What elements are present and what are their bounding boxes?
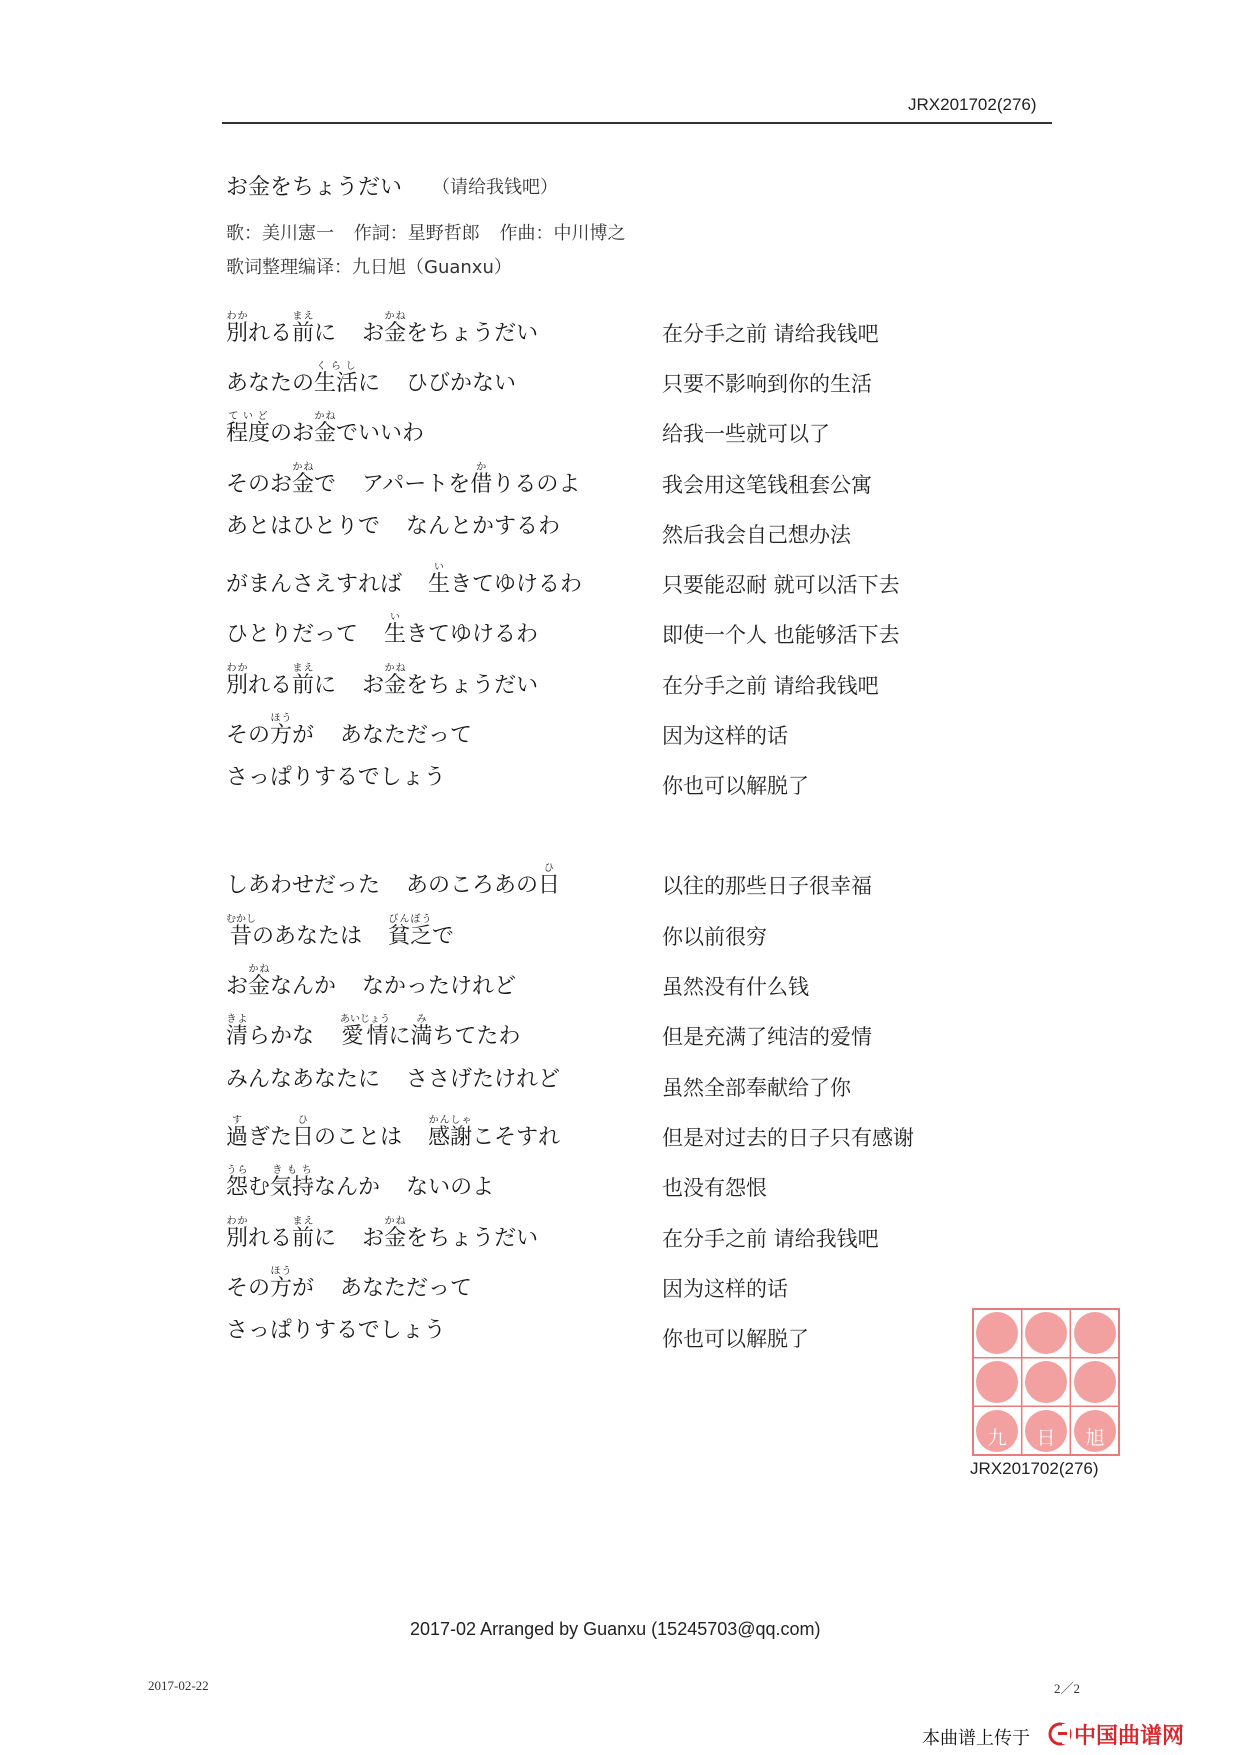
furigana: かんしゃ: [428, 1115, 473, 1126]
lyric-text: れる: [248, 673, 293, 698]
lyric-text: あのころあの: [406, 873, 539, 898]
lyric-text: きてゆけるわ: [450, 572, 583, 597]
lyric-text: れる: [248, 1226, 293, 1251]
lyric-text: らかな: [248, 1024, 315, 1049]
furigana: か: [470, 462, 493, 473]
kanji-with-furigana: [226, 311, 249, 346]
furigana: むかし: [226, 914, 256, 925]
kanji-with-furigana: [226, 914, 256, 949]
lyricist-credit: 作詞：星野哲郎: [353, 223, 480, 244]
site-logo-icon: [1048, 1720, 1210, 1748]
kanji-with-furigana: [292, 311, 315, 346]
lyric-text: あとはひとりで: [226, 514, 381, 539]
lyric-line-translation: 然后我会自己想办法: [662, 523, 851, 547]
lyric-text: のことは: [314, 1125, 403, 1150]
lyric-text: さっぱりするでしょう: [226, 765, 446, 790]
seal-stamp: [972, 1308, 1120, 1456]
furigana: わか: [226, 1216, 249, 1227]
lyric-text: その: [226, 723, 271, 748]
lyric-line-japanese: [226, 763, 446, 793]
kanji-base: 気持: [270, 1175, 315, 1200]
lyric-text: で: [314, 472, 337, 497]
lyric-text: ないのよ: [406, 1175, 495, 1200]
kanji-base: 方: [270, 723, 293, 748]
kanji-base: 別: [226, 321, 249, 346]
lyric-line-japanese: [226, 311, 538, 349]
kanji-base: 昔: [226, 924, 256, 949]
furigana: ほう: [270, 1266, 293, 1277]
furigana: ひ: [292, 1115, 315, 1126]
lyric-text: なんか: [314, 1175, 381, 1200]
lyric-text: なんか: [270, 974, 337, 999]
furigana: きよ: [226, 1014, 249, 1025]
kanji-base: 金: [384, 321, 407, 346]
lyric-text: お: [362, 321, 385, 346]
kanji-base: 方: [270, 1276, 293, 1301]
lyric-text: に: [314, 321, 337, 346]
lyric-line-japanese: [226, 612, 538, 650]
lyric-line-japanese: [226, 1065, 560, 1095]
kanji-with-furigana: [226, 1216, 249, 1251]
lyric-text: きてゆけるわ: [406, 622, 539, 647]
kanji-base: 前: [292, 673, 315, 698]
furigana: かね: [292, 462, 315, 473]
kanji-with-furigana: [270, 713, 293, 748]
lyric-text: ちてたわ: [432, 1024, 521, 1049]
lyric-line-translation: 因为这样的话: [662, 724, 788, 748]
kanji-with-furigana: [538, 863, 561, 898]
lyric-line-japanese: [226, 1216, 538, 1254]
kanji-with-furigana: [388, 914, 433, 949]
kanji-with-furigana: [314, 361, 359, 396]
lyric-text: ささげたけれど: [406, 1067, 561, 1092]
furigana: きもち: [270, 1165, 315, 1176]
lyric-line-japanese: [226, 462, 580, 500]
lyric-line-translation: 以往的那些日子很幸福: [662, 874, 872, 898]
lyric-line-translation: 只要不影响到你的生活: [662, 372, 872, 396]
lyric-text: に: [388, 1024, 411, 1049]
kanji-with-furigana: [384, 311, 407, 346]
lyric-line-japanese: [226, 361, 516, 399]
furigana: ひ: [538, 863, 561, 874]
lyric-line-translation: 只要能忍耐 就可以活下去: [662, 573, 900, 597]
kanji-with-furigana: [470, 462, 493, 497]
kanji-with-furigana: [384, 663, 407, 698]
kanji-with-furigana: [292, 1115, 315, 1150]
singer-credit: 歌：美川憲一: [226, 223, 334, 244]
lyric-text: れる: [248, 321, 293, 346]
lyric-line-translation: 给我一些就可以了: [662, 422, 830, 446]
kanji-base: 満: [410, 1024, 433, 1049]
lyric-text: をちょうだい: [406, 673, 539, 698]
lyric-text: がまんさえすれば: [226, 572, 403, 597]
furigana: ていど: [226, 411, 270, 422]
furigana: びんぼう: [388, 914, 433, 925]
furigana: ほう: [270, 713, 293, 724]
lyric-line-translation: 我会用这笔钱租套公寓: [662, 473, 872, 497]
seal-char-1: 九: [987, 1427, 1007, 1449]
furigana: かね: [248, 964, 271, 975]
seal-code: JRX201702(276): [970, 1459, 1099, 1478]
lyric-text: お: [362, 673, 385, 698]
kanji-with-furigana: [314, 411, 337, 446]
lyric-text: なかったけれど: [362, 974, 517, 999]
lyric-text: をちょうだい: [406, 1226, 539, 1251]
furigana: かね: [384, 1216, 407, 1227]
document-code: JRX201702(276): [908, 95, 1037, 114]
kanji-with-furigana: [292, 663, 315, 698]
kanji-with-furigana: [292, 1216, 315, 1251]
kanji-base: 別: [226, 1226, 249, 1251]
lyric-line-japanese: [226, 1316, 446, 1346]
kanji-with-furigana: [428, 562, 451, 597]
kanji-with-furigana: [226, 1014, 249, 1049]
kanji-base: 前: [292, 1226, 315, 1251]
lyric-line-translation: 你也可以解脱了: [662, 1327, 809, 1351]
song-title-translation: （请给我钱吧）: [432, 177, 558, 198]
page-number: 2／2: [1054, 1681, 1081, 1696]
kanji-with-furigana: [428, 1115, 473, 1150]
kanji-base: 程度: [226, 421, 271, 446]
kanji-with-furigana: [248, 964, 271, 999]
credits-line: [226, 219, 639, 245]
lyric-text: あなたの: [226, 371, 315, 396]
lyric-text: さっぱりするでしょう: [226, 1318, 446, 1343]
kanji-with-furigana: [384, 1216, 407, 1251]
kanji-base: 清: [226, 1024, 249, 1049]
furigana: あいじょう: [340, 1014, 391, 1025]
furigana: わか: [226, 311, 249, 322]
furigana: まえ: [292, 663, 315, 674]
furigana: み: [410, 1014, 433, 1025]
lyric-line-translation: 虽然全部奉献给了你: [662, 1076, 851, 1100]
lyric-text: みんなあなたに: [226, 1067, 381, 1092]
site-logo[interactable]: [1048, 1720, 1210, 1748]
kanji-base: 生: [384, 622, 407, 647]
lyric-text: お: [362, 1226, 385, 1251]
kanji-base: 感謝: [428, 1125, 473, 1150]
furigana: い: [428, 562, 451, 573]
kanji-base: 金: [292, 472, 315, 497]
kanji-with-furigana: [410, 1014, 433, 1049]
furigana: かね: [384, 311, 407, 322]
lyric-line-japanese: [226, 1115, 560, 1153]
kanji-with-furigana: [270, 1266, 293, 1301]
lyric-line-japanese: [226, 663, 538, 701]
kanji-with-furigana: [226, 1165, 249, 1200]
lyric-text: に: [314, 673, 337, 698]
lyric-line-japanese: [226, 964, 516, 1002]
lyric-text: しあわせだった: [226, 873, 381, 898]
kanji-base: 日: [292, 1125, 315, 1150]
seal-char-3: 旭: [1085, 1427, 1105, 1449]
composer-credit: 作曲：中川博之: [499, 223, 626, 244]
kanji-base: 前: [292, 321, 315, 346]
furigana: くらし: [314, 361, 359, 372]
kanji-with-furigana: [226, 1115, 249, 1150]
kanji-with-furigana: [384, 612, 407, 647]
lyric-line-japanese: [226, 411, 424, 449]
lyric-line-translation: 在分手之前 请给我钱吧: [662, 322, 879, 346]
kanji-base: 怨: [226, 1175, 249, 1200]
lyric-line-translation: 因为这样的话: [662, 1277, 788, 1301]
lyric-text: に: [314, 1226, 337, 1251]
furigana: まえ: [292, 311, 315, 322]
lyric-line-japanese: [226, 1266, 472, 1304]
kanji-base: 金: [314, 421, 337, 446]
lyric-line-japanese: [226, 512, 560, 542]
lyric-text: をちょうだい: [406, 321, 539, 346]
kanji-base: 貧乏: [388, 924, 433, 949]
kanji-base: 過: [226, 1125, 249, 1150]
lyric-line-translation: 但是充满了纯洁的爱情: [662, 1025, 872, 1049]
lyric-text: ひとりだって: [226, 622, 359, 647]
arranged-by-footer: 2017-02 Arranged by Guanxu (15245703@qq.com): [410, 1619, 821, 1639]
lyric-text: こそすれ: [472, 1125, 561, 1150]
lyric-line-japanese: [226, 914, 454, 952]
furigana: す: [226, 1115, 248, 1126]
lyric-text: なんとかするわ: [406, 514, 561, 539]
lyric-text: あなただって: [340, 723, 473, 748]
kanji-base: 借: [470, 472, 493, 497]
lyric-text: でいいわ: [336, 421, 425, 446]
lyric-text: あなただって: [340, 1276, 473, 1301]
kanji-with-furigana: [340, 1014, 391, 1049]
lyric-line-translation: 你以前很穷: [662, 925, 767, 949]
lyric-line-japanese: [226, 863, 560, 901]
site-name: 中国曲谱网: [1074, 1724, 1185, 1748]
lyric-text: その: [226, 1276, 271, 1301]
kanji-with-furigana: [292, 462, 315, 497]
song-title: お金をちょうだい: [226, 175, 403, 200]
lyric-line-japanese: [226, 1014, 520, 1052]
lyric-line-japanese: [226, 562, 582, 600]
furigana: わか: [226, 663, 249, 674]
kanji-base: 金: [248, 974, 271, 999]
furigana: まえ: [292, 1216, 315, 1227]
lyric-line-translation: 你也可以解脱了: [662, 774, 809, 798]
lyric-text: お: [226, 974, 249, 999]
furigana: うら: [226, 1165, 249, 1176]
arranger-credit: 歌词整理编译：九日旭（Guanxu）: [226, 257, 512, 278]
furigana: かね: [314, 411, 337, 422]
kanji-with-furigana: [226, 663, 249, 698]
upload-note: 本曲谱上传于: [922, 1728, 1030, 1749]
lyric-text: が: [292, 723, 315, 748]
seal-char-2: 日: [1036, 1427, 1056, 1449]
lyric-text: のあなたは: [252, 924, 363, 949]
lyric-text: のお: [270, 421, 315, 446]
lyric-line-japanese: [226, 1165, 494, 1203]
kanji-base: 別: [226, 673, 249, 698]
lyric-line-translation: 也没有怨恨: [662, 1176, 767, 1200]
kanji-base: 生活: [314, 371, 359, 396]
lyric-text: りるのよ: [492, 472, 581, 497]
lyric-text: ひびかない: [406, 371, 517, 396]
seal-icon: [972, 1308, 1120, 1456]
furigana: い: [384, 612, 407, 623]
lyric-line-translation: 在分手之前 请给我钱吧: [662, 674, 879, 698]
header-rule: [222, 122, 1052, 124]
lyric-text: そのお: [226, 472, 293, 497]
kanji-base: 生: [428, 572, 451, 597]
kanji-base: 金: [384, 673, 407, 698]
lyric-line-translation: 虽然没有什么钱: [662, 975, 809, 999]
kanji-base: 日: [538, 873, 561, 898]
lyric-line-translation: 即使一个人 也能够活下去: [662, 623, 900, 647]
lyric-text: む: [248, 1175, 271, 1200]
footer-date: 2017-02-22: [148, 1678, 209, 1693]
kanji-with-furigana: [270, 1165, 315, 1200]
lyric-line-japanese: [226, 713, 472, 751]
lyric-line-translation: 但是对过去的日子只有感谢: [662, 1126, 914, 1150]
kanji-base: 愛情: [340, 1024, 391, 1049]
kanji-base: 金: [384, 1226, 407, 1251]
lyric-text: アパートを: [362, 472, 471, 497]
furigana: かね: [384, 663, 407, 674]
lyric-text: で: [432, 924, 455, 949]
lyric-line-translation: 在分手之前 请给我钱吧: [662, 1227, 879, 1251]
lyric-text: ぎた: [248, 1125, 293, 1150]
lyric-text: が: [292, 1276, 315, 1301]
lyric-text: に: [358, 371, 381, 396]
kanji-with-furigana: [226, 411, 271, 446]
